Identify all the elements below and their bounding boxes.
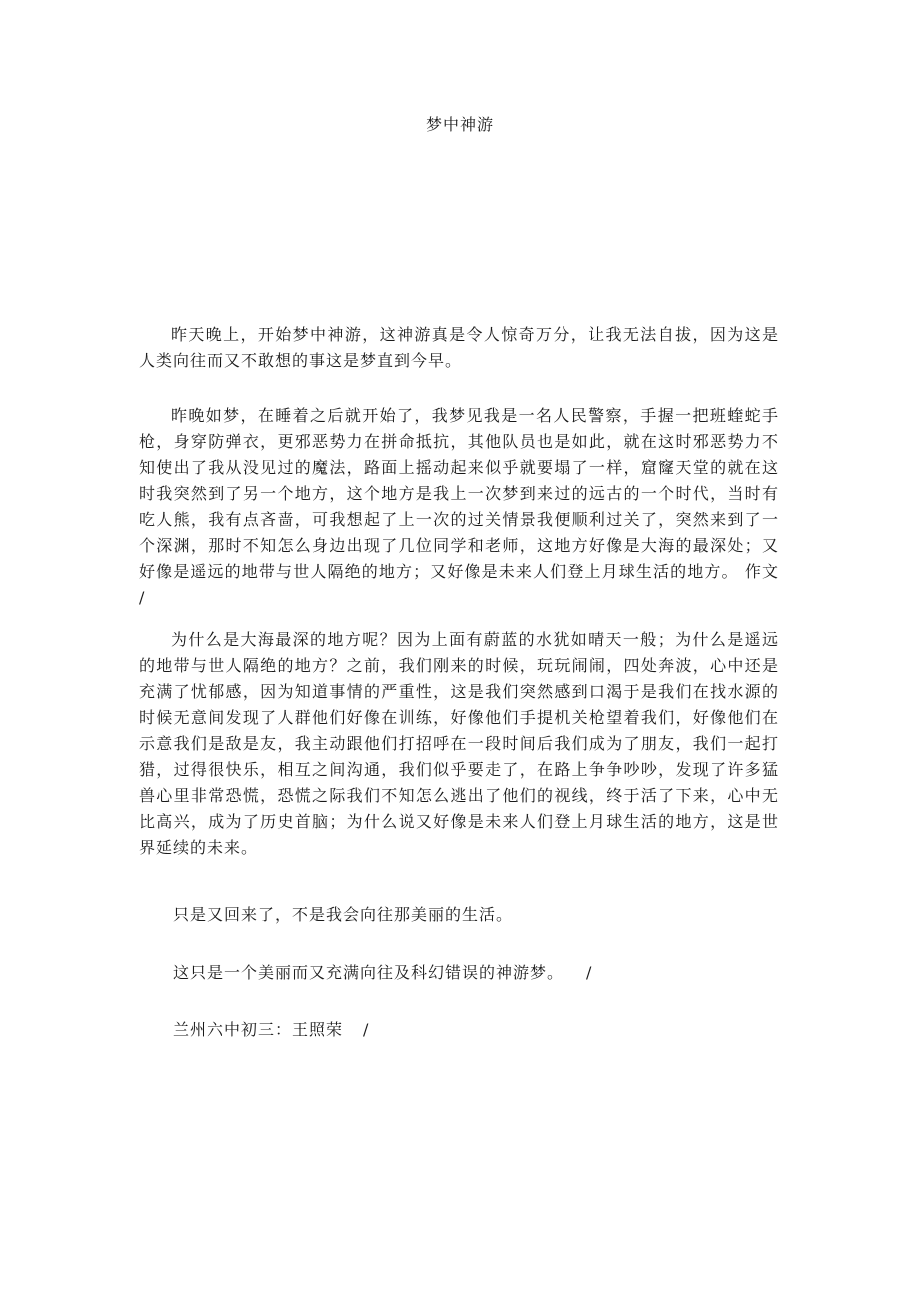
slash-mark: / [586, 963, 593, 982]
paragraph-text: 昨晚如梦，在睡着之后就开始了，我梦见我是一名人民警察，手握一把班蝰蛇手枪，身穿防弹衣，更邪恶势力在拼命抵抗，其他队员也是如此，就在这时邪恶势力不知使出了我从没见过的魔法，路面上摇动起来似乎就要塌了一样，窟窿天堂的就在这时我突然到了另一个地方，这个地方是我上一次梦到来过的远古的一个时代，当时有吃人熊，我有点吝啬，可我想起了上一次的过关情景我便顺利过关了，突然来到了一个深渊，那时不知怎么身边出现了几位同学和老师，这地方好像是大海的最深处；又好像是遥远的地带与世人隔绝的地方；又好像是未来人们登上月球生活的地方。 作文 / [139, 406, 779, 607]
closing-line-1 [173, 902, 525, 928]
paragraph-text: 为什么是大海最深的地方呢？因为上面有蔚蓝的水犹如晴天一般；为什么是遥远的地带与世人隔绝的地方？之前，我们刚来的时候，玩玩闹闹，四处奔波，心中还是充满了忧郁感，因为知道事情的严重性，这是我们突然感到口渴于是我们在找水源的时候无意间发现了人群他们好像在训练，好像他们手提机关枪望着我们，好像他们在示意我们是敌是友，我主动跟他们打招呼在一段时间后我们成为了朋友，我们一起打猎，过得很快乐，相互之间沟通，我们似乎要走了，在路上争争吵吵，发现了许多猛兽心里非常恐慌，恐慌之际我们不知怎么逃出了他们的视线，终于活了下来，心中无比高兴，成为了历史首脑；为什么说又好像是未来人们登上月球生活的地方，这是世界延续的未来。 [139, 630, 779, 857]
paragraph-1 [139, 322, 779, 374]
paragraph-2 [139, 403, 779, 611]
author-line [173, 1017, 369, 1043]
slash-mark: / [363, 1020, 370, 1039]
author-text: 兰州六中初三：王照荣 [173, 1020, 344, 1039]
closing-line-2 [173, 960, 592, 986]
paragraph-3 [139, 627, 779, 861]
closing-line-text: 只是又回来了，不是我会向往那美丽的生活。 [173, 905, 514, 924]
document-title: 梦中神游 [425, 115, 494, 134]
paragraph-text: 昨天晚上，开始梦中神游，这神游真是令人惊奇万分，让我无法自拔，因为这是人类向往而又不敢想的事这是梦直到今早。 [139, 325, 779, 370]
closing-line-text: 这只是一个美丽而又充满向往及科幻错误的神游梦。 [173, 963, 565, 982]
